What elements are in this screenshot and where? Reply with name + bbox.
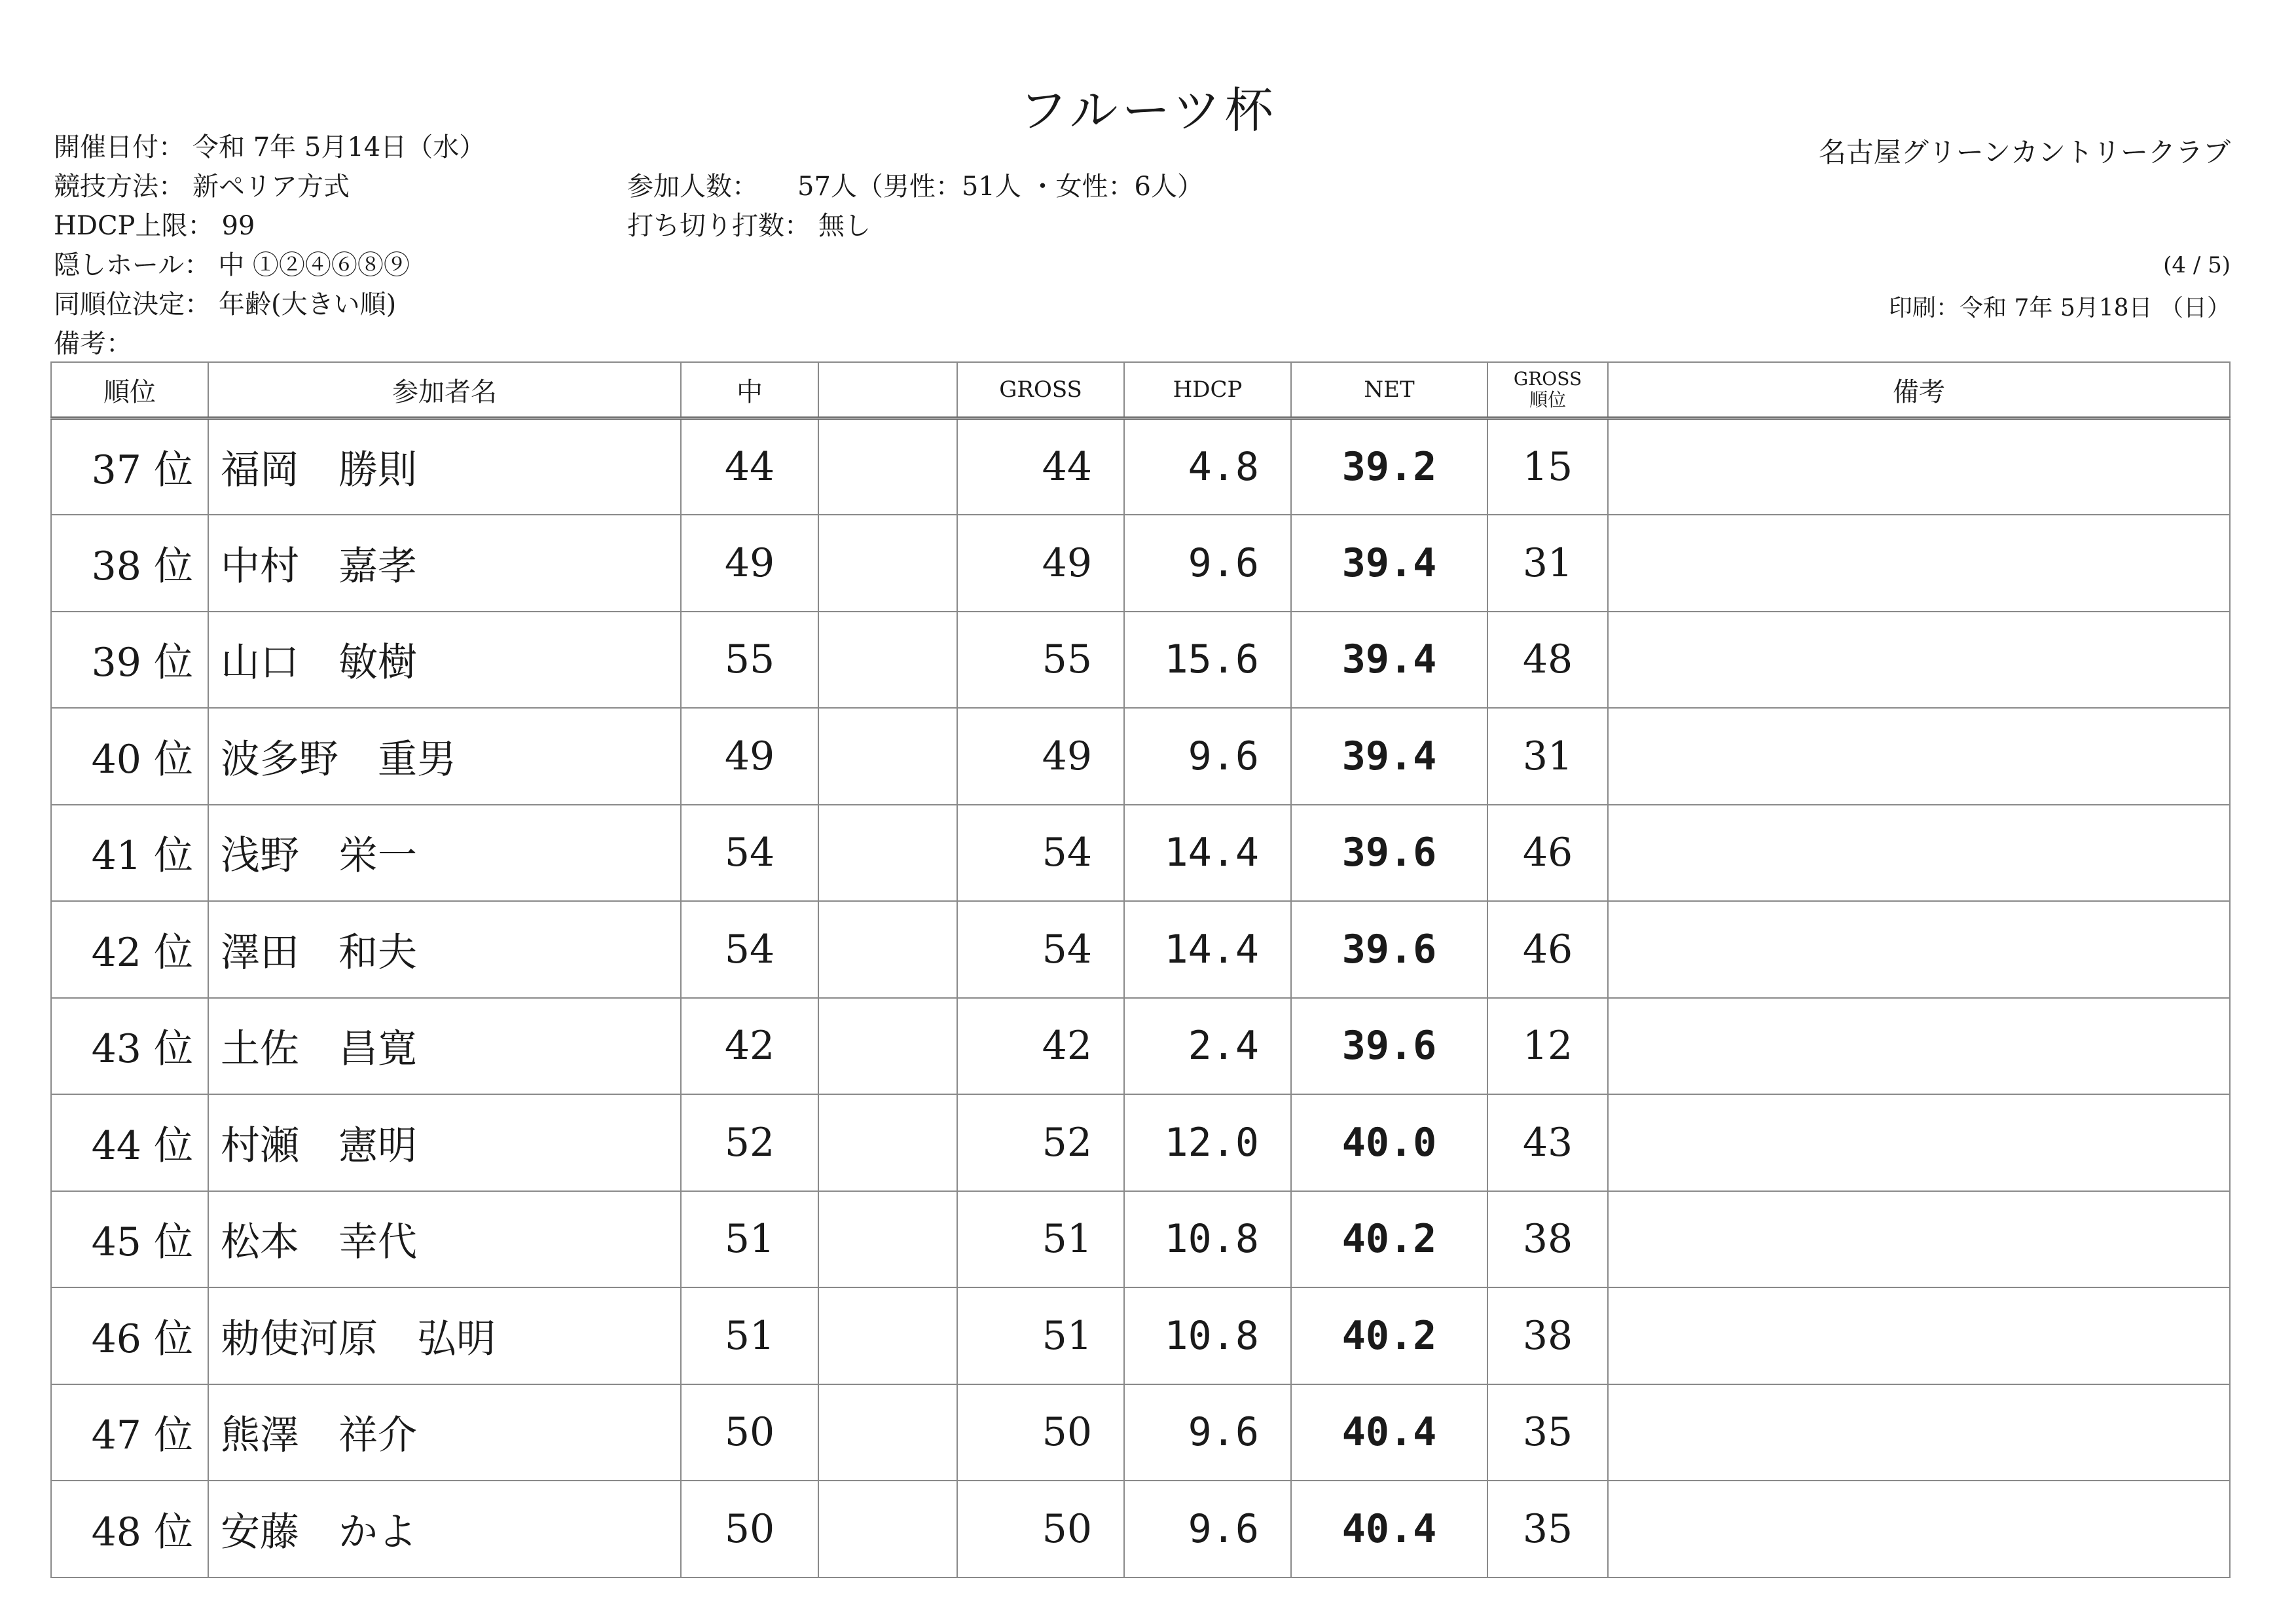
hdcp-cell: 9.6 <box>1124 515 1291 612</box>
gross-cell: 54 <box>957 805 1124 902</box>
table-row <box>51 708 2230 805</box>
header-net: NET <box>1291 362 1487 418</box>
tie-break-label: 同順位決定： <box>54 289 211 320</box>
gross-rank-cell: 35 <box>1487 1481 1608 1578</box>
name-cell: 村瀬 憲明 <box>208 1094 681 1191</box>
remarks-cell <box>1608 612 2230 709</box>
blank-cell <box>818 1384 957 1481</box>
hdcp-cell: 14.4 <box>1124 901 1291 998</box>
naka-score-cell: 44 <box>681 418 818 515</box>
results-table <box>50 361 2231 1578</box>
name-cell: 勅使河原 弘明 <box>208 1287 681 1384</box>
gross-rank-cell: 12 <box>1487 998 1608 1095</box>
hdcp-cell: 10.8 <box>1124 1191 1291 1288</box>
remarks-cell <box>1608 998 2230 1095</box>
remarks-cell <box>1608 1094 2230 1191</box>
header-naka: 中 <box>681 362 818 418</box>
name-cell: 浅野 栄一 <box>208 805 681 902</box>
gross-cell: 54 <box>957 901 1124 998</box>
rank-cell: 44 位 <box>51 1094 208 1191</box>
header-remarks: 備考 <box>1608 362 2230 418</box>
name-cell: 熊澤 祥介 <box>208 1384 681 1481</box>
rank-cell: 41 位 <box>51 805 208 902</box>
net-cell: 40.2 <box>1291 1191 1487 1288</box>
blank-cell <box>818 515 957 612</box>
table-row <box>51 901 2230 998</box>
print-date-line <box>1889 289 2231 323</box>
name-cell: 安藤 かよ <box>208 1481 681 1578</box>
rank-cell: 45 位 <box>51 1191 208 1288</box>
blank-cell <box>818 1191 957 1288</box>
table-row <box>51 1094 2230 1191</box>
table-row <box>51 1481 2230 1578</box>
name-cell: 福岡 勝則 <box>208 418 681 515</box>
remarks-cell <box>1608 708 2230 805</box>
gross-cell: 42 <box>957 998 1124 1095</box>
club-name: 名古屋グリーンカントリークラブ <box>1818 136 2231 168</box>
remarks-cell <box>1608 1287 2230 1384</box>
hidden-holes-label: 隠しホール： <box>54 250 211 280</box>
hdcp-value: 99 <box>221 211 255 241</box>
rank-cell: 40 位 <box>51 708 208 805</box>
table-row <box>51 998 2230 1095</box>
participants-line <box>627 167 1203 206</box>
net-cell: 39.4 <box>1291 515 1487 612</box>
table-row <box>51 418 2230 515</box>
date-line <box>54 128 485 167</box>
participants-value: 57人（男性：51人 ・女性：6人） <box>797 172 1203 202</box>
date-label: 開催日付： <box>54 132 185 162</box>
header-rank: 順位 <box>51 362 208 418</box>
naka-score-cell: 50 <box>681 1384 818 1481</box>
hdcp-cell: 14.4 <box>1124 805 1291 902</box>
print-date-label: 印刷： <box>1889 295 1960 322</box>
table-row <box>51 1287 2230 1384</box>
participants-label: 参加人数： <box>627 172 758 202</box>
gross-rank-cell: 31 <box>1487 708 1608 805</box>
remarks-cell <box>1608 1481 2230 1578</box>
header-name: 参加者名 <box>208 362 681 418</box>
header-gross-rank <box>1487 362 1608 418</box>
gross-cell: 55 <box>957 612 1124 709</box>
remarks-cell <box>1608 1191 2230 1288</box>
name-cell: 中村 嘉孝 <box>208 515 681 612</box>
gross-rank-cell: 46 <box>1487 805 1608 902</box>
name-cell: 波多野 重男 <box>208 708 681 805</box>
gross-cell: 51 <box>957 1191 1124 1288</box>
hdcp-label: HDCP上限： <box>54 211 214 241</box>
table-row <box>51 1384 2230 1481</box>
gross-rank-cell: 31 <box>1487 515 1608 612</box>
blank-cell <box>818 1287 957 1384</box>
gross-rank-cell: 15 <box>1487 418 1608 515</box>
blank-cell <box>818 1094 957 1191</box>
date-value: 令和 7年 5月14日（水） <box>192 132 486 162</box>
remarks-cell <box>1608 805 2230 902</box>
net-cell: 39.2 <box>1291 418 1487 515</box>
hdcp-cell: 10.8 <box>1124 1287 1291 1384</box>
header-gross-rank-line2: 順位 <box>1529 389 1566 411</box>
blank-cell <box>818 805 957 902</box>
page-indicator: (4 / 5) <box>2163 252 2231 278</box>
hdcp-cell: 4.8 <box>1124 418 1291 515</box>
print-date-value: 令和 7年 5月18日 （日） <box>1959 295 2231 322</box>
naka-score-cell: 52 <box>681 1094 818 1191</box>
blank-cell <box>818 708 957 805</box>
gross-cell: 51 <box>957 1287 1124 1384</box>
name-cell: 澤田 和夫 <box>208 901 681 998</box>
remarks-cell <box>1608 901 2230 998</box>
gross-rank-cell: 38 <box>1487 1287 1608 1384</box>
gross-cell: 52 <box>957 1094 1124 1191</box>
hdcp-cell: 12.0 <box>1124 1094 1291 1191</box>
rank-cell: 39 位 <box>51 612 208 709</box>
method-line <box>54 167 350 206</box>
gross-rank-cell: 48 <box>1487 612 1608 709</box>
rank-cell: 37 位 <box>51 418 208 515</box>
net-cell: 39.4 <box>1291 708 1487 805</box>
naka-score-cell: 51 <box>681 1287 818 1384</box>
naka-score-cell: 42 <box>681 998 818 1095</box>
table-header-row <box>51 362 2230 418</box>
tie-break-line <box>54 285 396 324</box>
table-row <box>51 805 2230 902</box>
gross-cell: 50 <box>957 1384 1124 1481</box>
naka-score-cell: 50 <box>681 1481 818 1578</box>
hdcp-cell: 15.6 <box>1124 612 1291 709</box>
net-cell: 40.4 <box>1291 1481 1487 1578</box>
note-label: 備考： <box>54 329 132 359</box>
gross-rank-cell: 43 <box>1487 1094 1608 1191</box>
header-blank <box>818 362 957 418</box>
page-title: フルーツ杯 <box>1019 83 1277 139</box>
naka-score-cell: 51 <box>681 1191 818 1288</box>
naka-score-cell: 54 <box>681 805 818 902</box>
naka-score-cell: 55 <box>681 612 818 709</box>
rank-cell: 48 位 <box>51 1481 208 1578</box>
header-gross-rank-line1: GROSS <box>1513 368 1582 390</box>
method-label: 競技方法： <box>54 172 185 202</box>
net-cell: 40.4 <box>1291 1384 1487 1481</box>
net-cell: 40.2 <box>1291 1287 1487 1384</box>
gross-rank-cell: 46 <box>1487 901 1608 998</box>
table-row <box>51 1191 2230 1288</box>
blank-cell <box>818 612 957 709</box>
rank-cell: 46 位 <box>51 1287 208 1384</box>
blank-cell <box>818 418 957 515</box>
hidden-holes-value: 中 ①②④⑥⑧⑨ <box>218 250 410 280</box>
remarks-cell <box>1608 515 2230 612</box>
rank-cell: 43 位 <box>51 998 208 1095</box>
net-cell: 39.4 <box>1291 612 1487 709</box>
header-gross: GROSS <box>957 362 1124 418</box>
rank-cell: 42 位 <box>51 901 208 998</box>
blank-cell <box>818 1481 957 1578</box>
cutoff-value: 無し <box>818 211 871 241</box>
blank-cell <box>818 998 957 1095</box>
net-cell: 39.6 <box>1291 901 1487 998</box>
naka-score-cell: 49 <box>681 515 818 612</box>
remarks-cell <box>1608 418 2230 515</box>
hdcp-cell: 9.6 <box>1124 1481 1291 1578</box>
gross-rank-cell: 38 <box>1487 1191 1608 1288</box>
gross-rank-cell: 35 <box>1487 1384 1608 1481</box>
gross-cell: 49 <box>957 515 1124 612</box>
method-value: 新ペリア方式 <box>192 172 350 202</box>
hidden-holes-line <box>54 246 410 285</box>
gross-cell: 50 <box>957 1481 1124 1578</box>
note-line <box>54 324 132 363</box>
remarks-cell <box>1608 1384 2230 1481</box>
gross-cell: 44 <box>957 418 1124 515</box>
hdcp-line <box>54 206 255 246</box>
table-row <box>51 515 2230 612</box>
header-hdcp: HDCP <box>1124 362 1291 418</box>
naka-score-cell: 54 <box>681 901 818 998</box>
table-row <box>51 612 2230 709</box>
net-cell: 40.0 <box>1291 1094 1487 1191</box>
cutoff-label: 打ち切り打数： <box>627 211 811 241</box>
net-cell: 39.6 <box>1291 998 1487 1095</box>
blank-cell <box>818 901 957 998</box>
rank-cell: 38 位 <box>51 515 208 612</box>
net-cell: 39.6 <box>1291 805 1487 902</box>
naka-score-cell: 49 <box>681 708 818 805</box>
name-cell: 土佐 昌寛 <box>208 998 681 1095</box>
tie-break-value: 年齢(大きい順) <box>219 289 397 320</box>
cutoff-line <box>627 206 871 246</box>
hdcp-cell: 2.4 <box>1124 998 1291 1095</box>
name-cell: 松本 幸代 <box>208 1191 681 1288</box>
hdcp-cell: 9.6 <box>1124 708 1291 805</box>
name-cell: 山口 敏樹 <box>208 612 681 709</box>
hdcp-cell: 9.6 <box>1124 1384 1291 1481</box>
rank-cell: 47 位 <box>51 1384 208 1481</box>
gross-cell: 49 <box>957 708 1124 805</box>
